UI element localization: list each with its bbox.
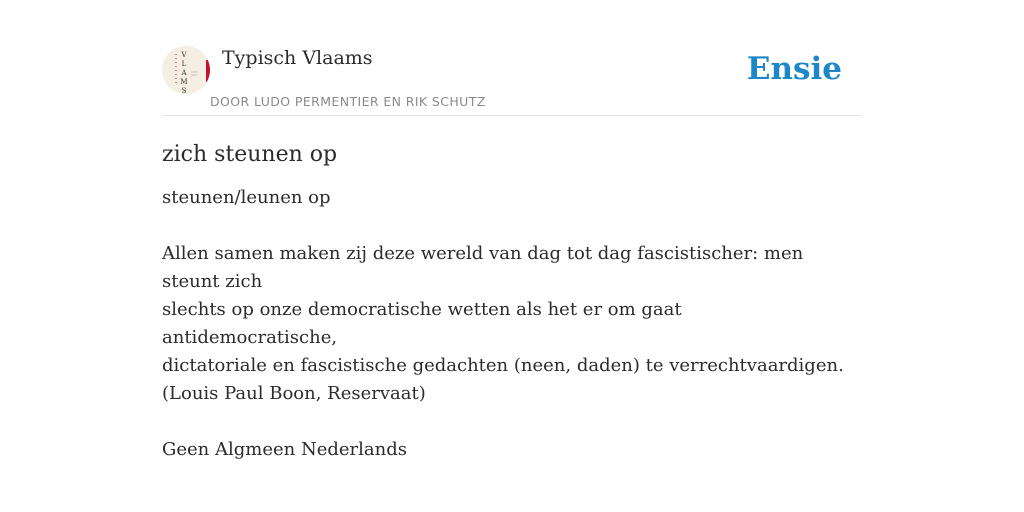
header xyxy=(162,46,862,116)
spacer xyxy=(162,408,862,436)
svg-text:V: V xyxy=(181,51,187,59)
book-title[interactable]: Typisch Vlaams xyxy=(222,47,373,69)
example-source: (Louis Paul Boon, Reservaat) xyxy=(162,383,426,404)
svg-text:L: L xyxy=(181,60,187,68)
svg-text:S: S xyxy=(181,87,187,94)
entry-headword: zich steunen op xyxy=(162,142,338,167)
example-line: Allen samen maken zij deze wereld van dag tot dag fascistischer: men steunt zich xyxy=(162,243,804,292)
entry-content xyxy=(162,184,862,464)
svg-text:M: M xyxy=(180,78,188,86)
entry-card xyxy=(162,46,862,464)
example-line: dictatoriale en fascistische gedachten (neen, daden) te verrechtvaardigen. xyxy=(162,355,844,376)
book-authors: DOOR LUDO PERMENTIER EN RIK SCHUTZ xyxy=(210,94,486,109)
book-cover-icon xyxy=(162,46,210,94)
book-logo[interactable] xyxy=(162,46,210,94)
example-line: slechts op onze democratische wetten als het er om gaat antidemocratische, xyxy=(162,299,682,348)
entry-note: Geen Algmeen Nederlands xyxy=(162,439,407,460)
ensie-logo-link[interactable]: Ensie xyxy=(746,51,842,87)
entry-definition: steunen/leunen op xyxy=(162,187,331,208)
svg-text:A: A xyxy=(181,69,187,77)
spacer xyxy=(162,212,862,240)
